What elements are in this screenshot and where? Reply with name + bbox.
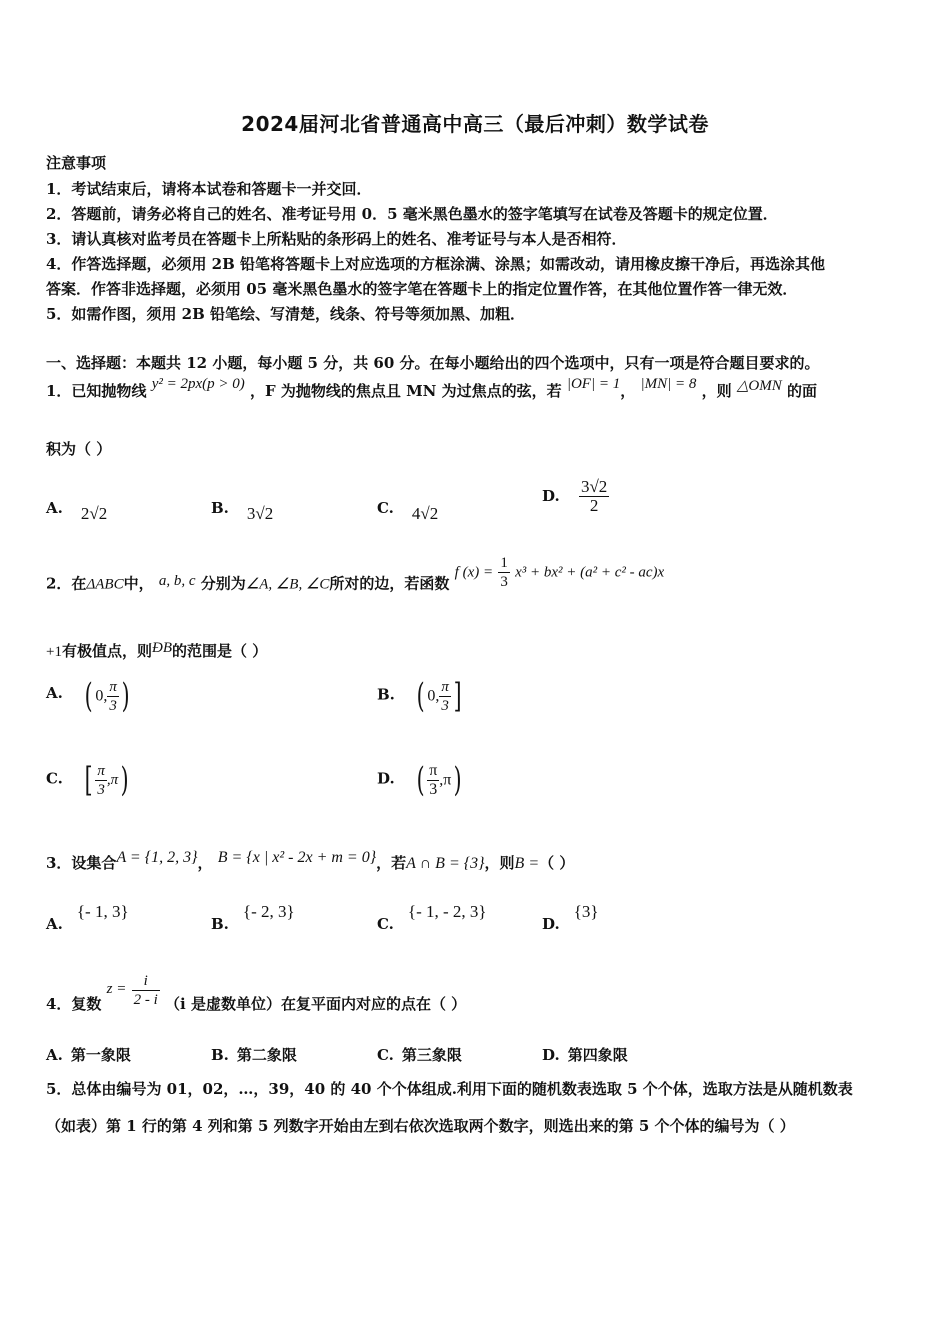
q3-intersection: A ∩ B = {3} [406,855,485,872]
question-3: 3．设集合A = {1, 2, 3}， B = {x | x² - 2x + m = 0}，若A ∩ B = {3}，则B =（ ） [46,849,575,872]
notice-item-4-cont: 答案．作答非选择题，必须用 05 毫米黑色墨水的签字笔在答题卡上的指定位置作答，在其他位置作答一律无效． [46,280,798,298]
q1-text-c: ，则 [701,382,732,400]
q4-option-d: D. 第四象限 [542,1046,628,1064]
q2-sides: a, b, c [158,572,196,589]
q3-set-a: A = {1, 2, 3} [116,849,198,866]
q2-option-c: C. [ $\frac{\pi}{3}$ ,π) [46,760,129,800]
q2-triangle: ΔABC [86,576,124,593]
notice-item-3: 3．请认真核对监考员在答题卡上所粘贴的条形码上的姓名、准考证号与本人是否相符． [46,230,627,248]
notice-heading: 注意事项 [46,154,107,172]
q1-text-e: 积为（ ） [46,440,112,458]
q1-option-d: D. $\frac{3√2}{2}$ [542,477,608,515]
q1-option-c: C. 4√2 [377,499,439,523]
question-2: 2．在ΔABC中， a, b, c 分别为∠A, ∠B, ∠C所对的边，若函数 f (x) = $\frac{1}{3}$ x³ + bx² + (a² + c² - ac)x [46,555,665,593]
q2-function: f (x) = $\frac{1}{3}$ x³ + bx² + (a² + c² - ac)x [454,555,665,590]
q4-option-b: B. 第二象限 [211,1046,297,1064]
q3-option-c: C.{- 1, - 2, 3} [377,902,487,933]
notice-item-4: 4．作答选择题，必须用 2B 铅笔将答题卡上对应选项的方框涂满、涂黑；如需改动，请用橡皮擦干净后，再选涂其他 [46,255,826,273]
q1-text-a: 1．已知抛物线 [46,382,147,400]
q1-text-d: 的面 [786,382,817,400]
page-title: 2024届河北省普通高中高三（最后冲刺）数学试卷 [241,112,709,136]
q2-option-b: B. ( 0, $\frac{\pi}{3}$ ] [377,676,462,716]
question-5-line-1: 5．总体由编号为 01，02，…，39，40 的 40 个个体组成.利用下面的随机数表选取 5 个个体，选取方法是从随机数表 [46,1080,853,1098]
question-1 [46,376,817,401]
notice-item-5: 5．如需作图，须用 2B 铅笔绘、写清楚，线条、符号等须加黑、加粗． [46,305,525,323]
q2-angles: ∠A, ∠B, ∠C [245,576,330,593]
q4-option-a: A. 第一象限 [46,1046,131,1064]
q1-parabola-eq: y² = 2px(p > 0) [151,376,245,392]
q1-option-b: B. 3√2 [211,499,274,523]
q4-fraction: $\frac{i}{2 - i}$ [133,973,158,1008]
q3-option-b: B.{- 2, 3} [211,902,295,933]
q1-triangle: △OMN [736,378,782,394]
q1-text-b: ，F 为抛物线的焦点且 MN 为过焦点的弦，若 [249,382,562,400]
q1-option-a: A. 2√2 [46,499,108,523]
q3-option-a: A.{- 1, 3} [46,902,129,933]
q2-option-a: A. ( 0, $\frac{\pi}{3}$ ) [46,676,130,716]
question-4: 4．复数 z = $\frac{i}{2 - i}$ （i 是虚数单位）在复平面内对应的点在（ ） [46,973,467,1013]
q1-option-d-fraction: $\frac{3√2}{2}$ [580,477,608,515]
q3-set-b: B = {x | x² - 2x + m = 0} [217,849,377,866]
notice-item-1: 1．考试结束后，请将本试卷和答题卡一并交回． [46,180,372,198]
notice-item-2: 2．答题前，请务必将自己的姓名、准考证号用 0．5 毫米黑色墨水的签字笔填写在试卷及答题卡的规定位置． [46,205,778,223]
q1-mn: |MN| = 8 [640,376,697,392]
section-heading: 一、选择题：本题共 12 小题，每小题 5 分，共 60 分。在每小题给出的四个选项中，只有一项是符合题目要求的。 [46,354,820,372]
q3-option-d: D.{3} [542,902,599,933]
q4-option-c: C. 第三象限 [377,1046,462,1064]
q1-comma: ， [620,382,636,400]
question-5-line-2: （如表）第 1 行的第 4 列和第 5 列数字开始由左到右依次选取两个数字，则选出来的第 5 个个体的编号为（ ） [46,1117,795,1135]
q2-line2: +1有极值点，则ÐB的范围是（ ） [46,640,268,660]
q2-option-d: D. ( $\frac{\pi}{3}$ ,π) [377,760,462,800]
q1-of: |OF| = 1 [566,376,621,392]
